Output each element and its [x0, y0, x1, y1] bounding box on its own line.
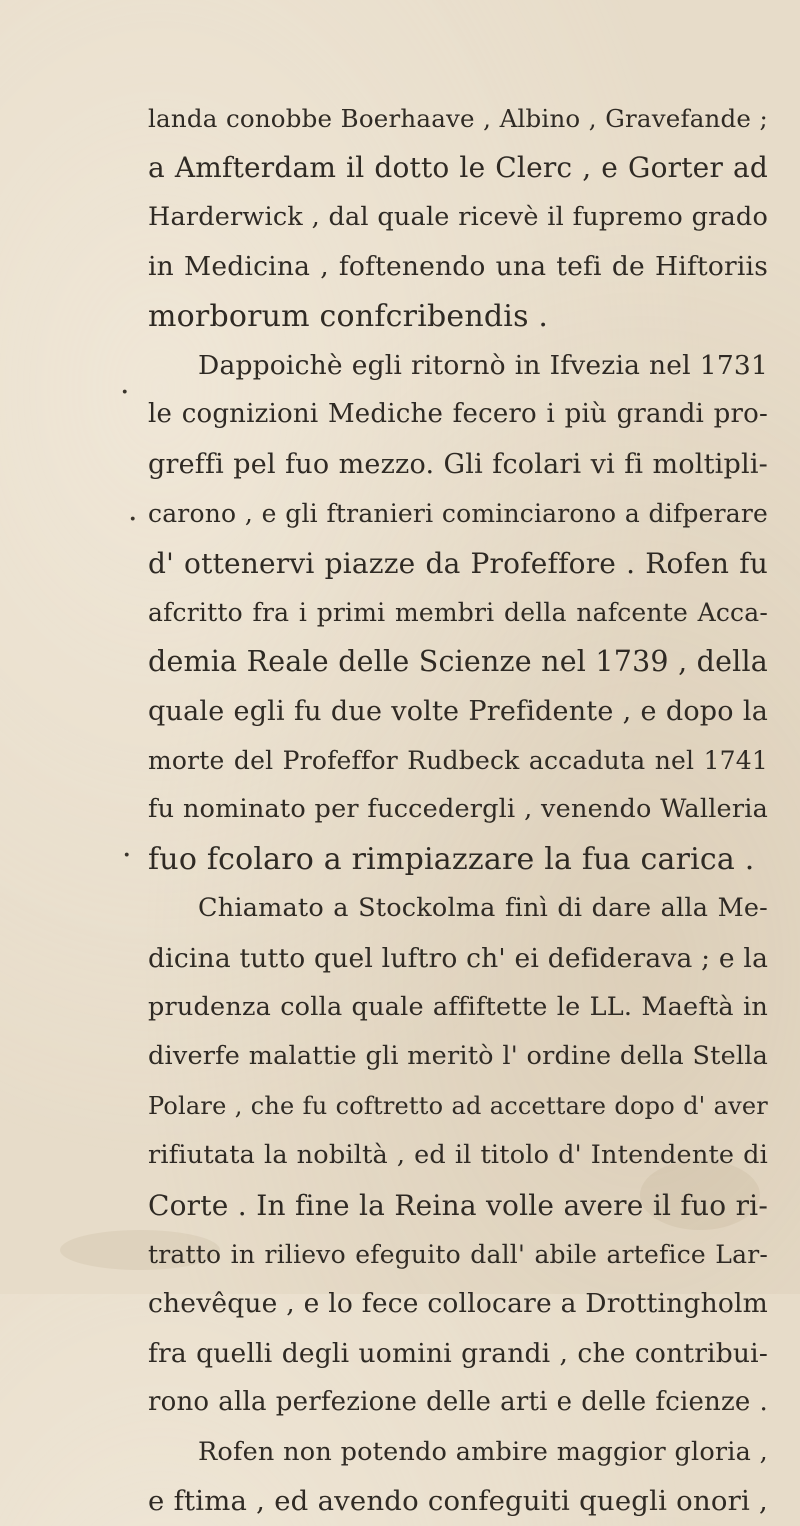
text-line: prudenza colla quale affiftette le LL. Maeftà in: [148, 992, 768, 1023]
text-line: dicina tutto quel luftro ch' ei defiderava ; e la: [148, 942, 769, 974]
text-line: morborum confcribendis .: [148, 298, 549, 334]
text-line: tratto in rilievo efeguito dall' abile artefice Lar-: [148, 1239, 768, 1269]
text-line: d' ottenervi piazze da Profeffore . Rofen fu: [148, 546, 768, 580]
body-text: [148, 94, 768, 1526]
text-line: fu nominato per fuccedergli , venendo Walleria: [148, 794, 768, 825]
text-line: afcritto fra i primi membri della nafcente Acca-: [148, 597, 768, 627]
text-line: a Amfterdam il dotto le Clerc , e Gorter ad: [148, 151, 768, 185]
text-line: greffi pel fuo mezzo. Gli fcolari vi fi moltipli-: [148, 448, 768, 480]
text-line: quale egli fu due volte Prefidente , e dopo la: [148, 695, 768, 727]
text-line: rifiutata la nobiltà , ed il titolo d' Intendente di: [148, 1140, 768, 1171]
text-line: Harderwick , dal quale ricevè il fupremo grado: [148, 201, 768, 232]
text-line: e ftima , ed avendo confeguiti quegli onori ,: [148, 1484, 768, 1517]
text-line: Corte . In fine la Reina volle avere il fuo ri-: [148, 1188, 768, 1222]
text-line: fra quelli degli uomini grandi , che contribui-: [148, 1337, 768, 1369]
text-line: Rofen non potendo ambire maggior gloria ,: [198, 1436, 768, 1467]
text-line: Dappoichè egli ritornò in Ifvezia nel 1731: [198, 349, 768, 381]
margin-mark: ·: [128, 502, 138, 537]
text-line: diverfe malattie gli meritò l' ordine della Stella: [148, 1041, 768, 1072]
text-line: carono , e gli ftranieri cominciarono a difperare: [148, 499, 768, 529]
text-line: Polare , che fu coftretto ad accettare dopo d' aver: [148, 1091, 768, 1120]
margin-mark: ·: [120, 375, 130, 410]
text-line: fuo fcolaro a rimpiazzare la fua carica .: [148, 841, 755, 877]
text-line: chevêque , e lo fece collocare a Drottingholm: [148, 1288, 768, 1320]
text-line: morte del Profeffor Rudbeck accaduta nel 1741: [148, 746, 768, 776]
margin-mark: ·: [122, 838, 132, 873]
text-line: landa conobbe Boerhaave , Albino , Gravefande ;: [148, 104, 768, 133]
text-line: rono alla perfezione delle arti e delle fcienze .: [148, 1387, 768, 1418]
text-line: in Medicina , foftenendo una tefi de Hiftoriis: [148, 251, 768, 283]
text-line: demia Reale delle Scienze nel 1739 , della: [148, 645, 768, 679]
text-line: le cognizioni Mediche fecero i più grandi pro-: [148, 399, 768, 430]
text-line: Chiamato a Stockolma finì di dare alla Me-: [198, 893, 768, 924]
